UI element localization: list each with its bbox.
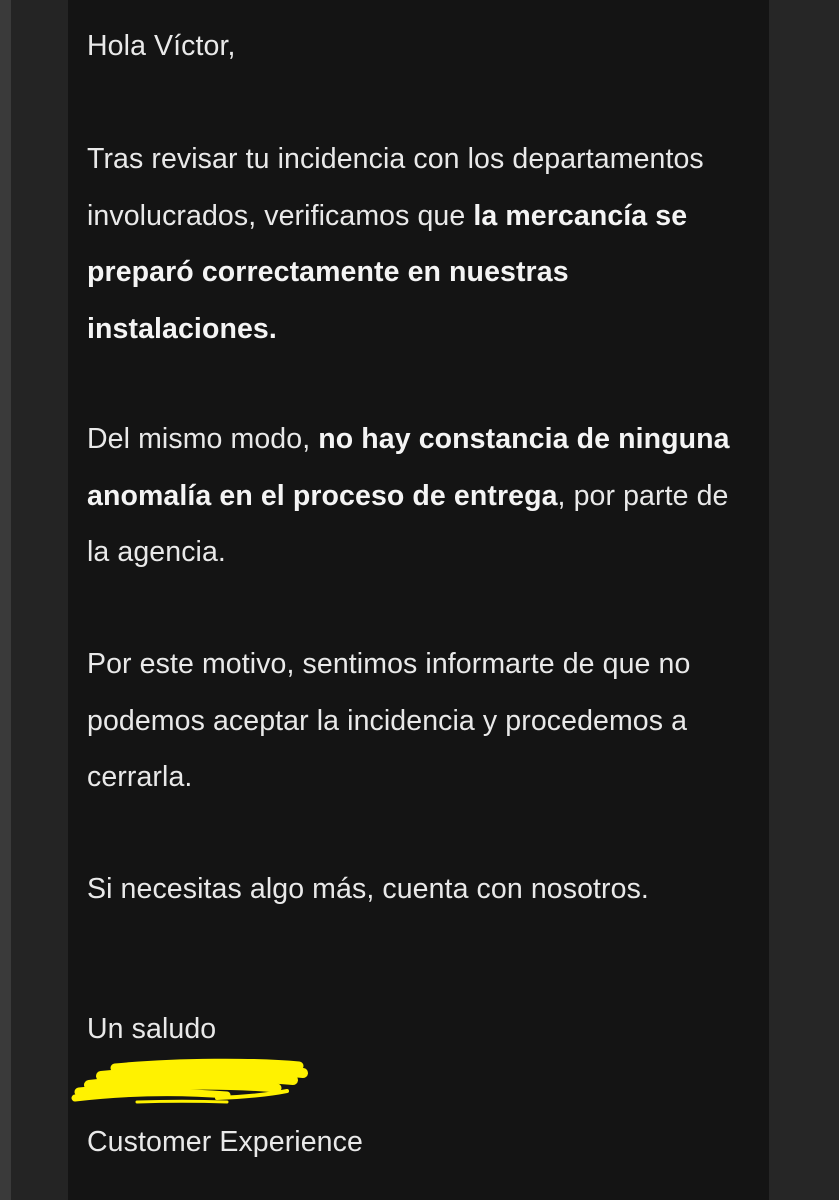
paragraph-bold-text: no hay constancia de ninguna anomalía en el proceso de entrega [87, 423, 730, 512]
paragraph-text: , por parte de la agencia. [87, 479, 729, 568]
paragraph-text: Del mismo modo, [87, 423, 319, 455]
paragraph-rejection: Por este motivo, sentimos informarte de que no podemos aceptar la incidencia y procedemos a cerrarla. [87, 648, 691, 793]
paragraph-text: Tras revisar tu incidencia con los departamentos involucrados, verificamos que [87, 143, 704, 232]
left-margin [0, 0, 11, 1200]
paragraph-delivery [87, 411, 757, 581]
email-body [68, 0, 769, 1200]
right-gutter [769, 0, 839, 1200]
paragraph-bold-text: la mercancía se preparó correctamente en nuestras instalaciones. [87, 199, 688, 345]
greeting: Hola Víctor, [87, 30, 236, 62]
signature-team: Customer Experience [87, 1126, 363, 1158]
redaction-scribble [67, 1058, 327, 1118]
paragraph-offer-help: Si necesitas algo más, cuenta con nosotros. [87, 873, 649, 905]
closing: Un saludo [87, 1013, 217, 1045]
left-gutter [11, 0, 68, 1200]
paragraph-review-result [87, 131, 757, 357]
